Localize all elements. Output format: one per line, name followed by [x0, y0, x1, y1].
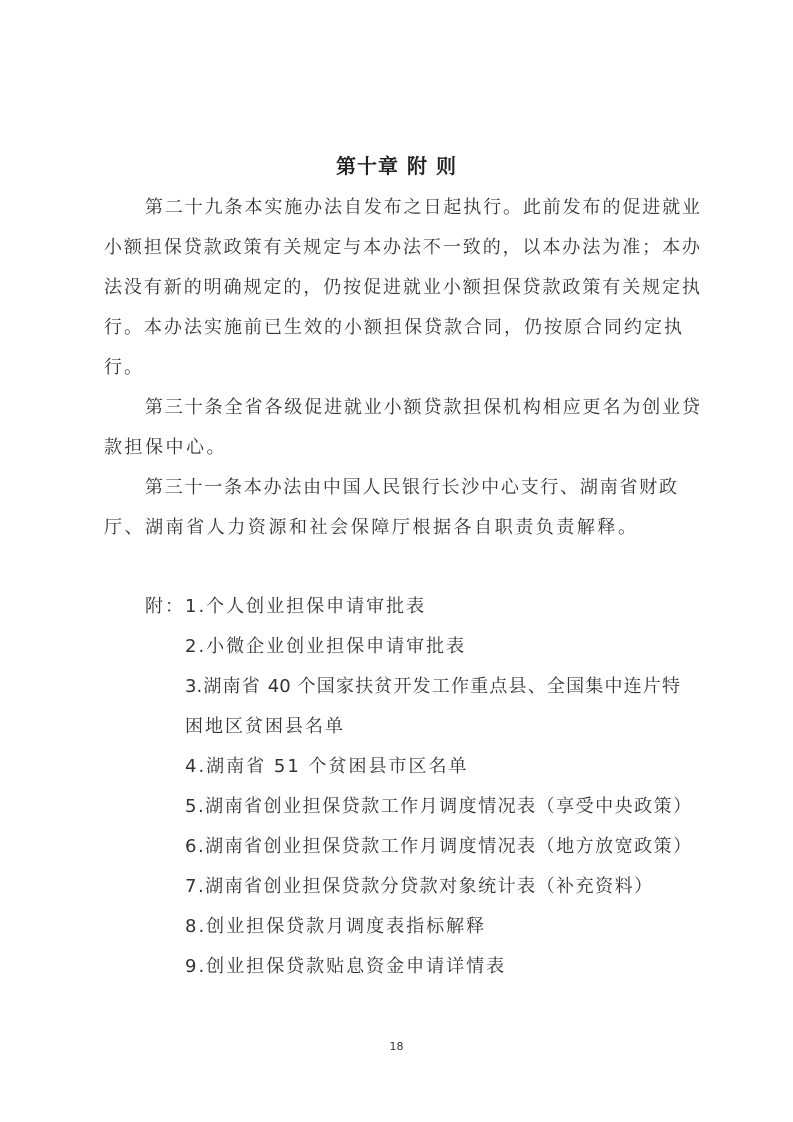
attachment-item: 6.湖南省创业担保贷款工作月调度情况表（地方放宽政策） — [185, 836, 693, 857]
attachment-item: 2.小微企业创业担保申请审批表 — [185, 636, 467, 657]
page-number: 18 — [389, 1040, 404, 1053]
text-line: 第三十条全省各级促进就业小额贷款担保机构相应更名为创业贷 — [145, 397, 700, 418]
attachment-item: 7.湖南省创业担保贷款分贷款对象统计表（补充资料） — [185, 876, 654, 897]
attachment-label: 附： — [145, 596, 185, 617]
text-line: 第二十九条本实施办法自发布之日起执行。此前发布的促进就业 — [145, 197, 700, 218]
attachment-item: 3.湖南省 40 个国家扶贫开发工作重点县、全国集中连片特 — [185, 676, 680, 697]
text-line: 厅、湖南省人力资源和社会保障厅根据各自职责负责解释。 — [104, 517, 636, 538]
attachment-item: 9.创业担保贷款贴息资金申请详情表 — [185, 956, 507, 977]
text-line: 第三十一条本办法由中国人民银行长沙中心支行、湖南省财政 — [145, 477, 677, 498]
text-line: 小额担保贷款政策有关规定与本办法不一致的，以本办法为准；本办 — [104, 237, 700, 258]
text-line: 法没有新的明确规定的，仍按促进就业小额担保贷款政策有关规定执 — [104, 277, 700, 298]
text-line: 款担保中心。 — [104, 437, 227, 458]
chapter-title: 第十章 附 则 — [336, 154, 457, 178]
attachment-item: 1.个人创业担保申请审批表 — [185, 596, 427, 617]
attachment-item: 8.创业担保贷款月调度表指标解释 — [185, 916, 487, 937]
text-line: 行。 — [104, 357, 144, 378]
attachment-item: 4.湖南省 51 个贫困县市区名单 — [185, 756, 469, 777]
attachment-item: 5.湖南省创业担保贷款工作月调度情况表（享受中央政策） — [185, 796, 693, 817]
attachment-item: 困地区贫困县名单 — [185, 716, 345, 737]
text-line: 行。本办法实施前已生效的小额担保贷款合同，仍按原合同约定执 — [104, 317, 682, 338]
